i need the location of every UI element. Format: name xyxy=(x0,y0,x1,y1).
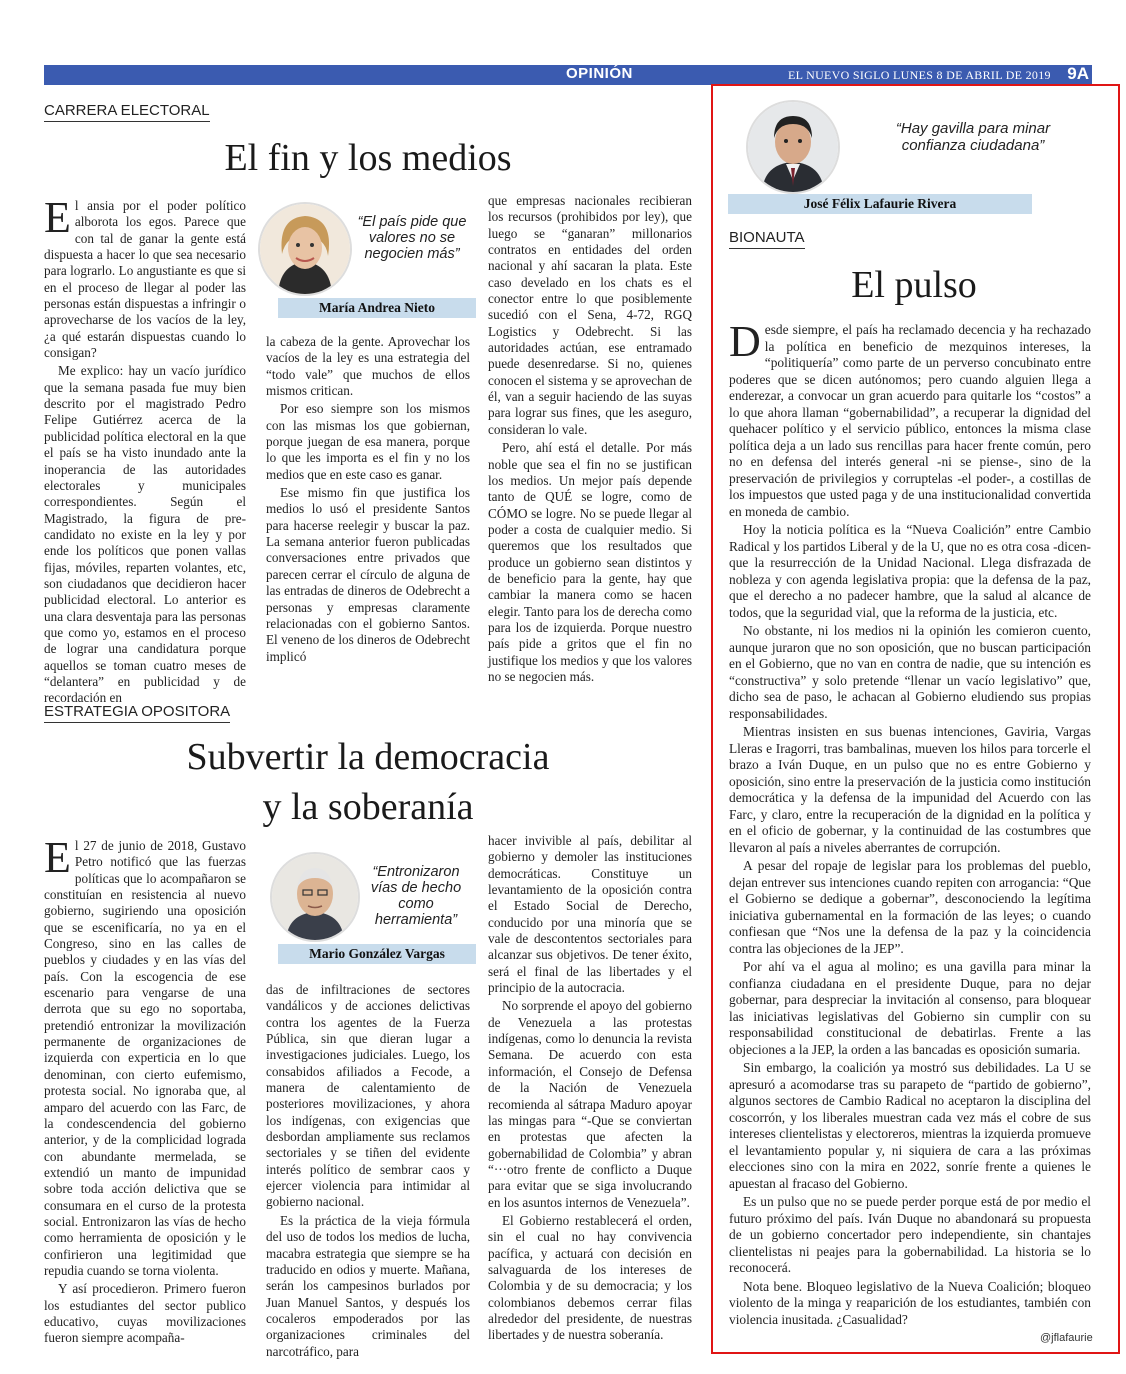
article2-paragraph: Es la práctica de la vieja fórmula del uso de todos los medios de lucha, macabra estrategia que siempre se ha traducido en odios y muerte. Mañana, serán los campesinos burlados por Juan Manuel Santos, y después los cocaleros empoderados por las organizaciones criminales del narcotráfico, para xyxy=(266,1212,470,1359)
article3-dropcap: D xyxy=(729,317,761,366)
article2-headline-line: Subvertir la democracia xyxy=(186,736,550,778)
article1-dropcap: E xyxy=(44,193,71,242)
article2-headline-line: y la soberanía xyxy=(262,786,474,828)
article3-paragraph: Hoy la noticia política es la “Nueva Coalición” entre Cambio Radical y los partidos Liberal y de la U, que no es otra cosa -dicen- que la resurrección de la Unidad Nacional. Llega disfrazada de nobleza y con agenda legislativa propia: que la defensa de la paz, que el derecho a no padecer hambre, que la salud al alcance de todos, que la seguridad vial, que la reforma de la justicia, etc. xyxy=(729,522,1091,620)
author-portrait-icon xyxy=(260,204,350,294)
article2-author-box xyxy=(264,850,476,968)
article1-author-box xyxy=(256,200,476,322)
article2-column-1 xyxy=(44,833,246,1349)
article3-paragraph: A pesar del ropaje de legislar para los problemas del pueblo, dejan entrever sus intenciones cuando repiten con arrogancia: “Que el Gobierno se dedique a gobernar”, desconociendo la legítima iniciativa gubernamental en la formación de las leyes; o cuando confiesan que “Nos une la defensa de la paz y la coincidencia contra las objeciones de la JEP”. xyxy=(729,858,1091,956)
article2-paragraph: El Gobierno restablecerá el orden, sin el cual no hay convivencia pacífica, y actuará con decisión en salvaguarda de los intereses de Colombia y de su democracia; y los colombianos debemos cerrar filas alrededor del presidente, de nuestras libertades y de nuestra soberanía. xyxy=(488,1212,692,1343)
article1-paragraph: l ansia por el poder político alborota los egos. Parece que con tal de ganar la gente está dispuesta a hacer lo que sea necesario para lograrlo. Lo angustiante es que si en el proceso de llegar al poder las personas están dispuestas a infringir o aprovecharse de los vacíos de la ley, ¿a qué estarán dispuestas cuando lo consigan? xyxy=(44,198,246,361)
article1-pull-quote: “El país pide que valores no se negocien más” xyxy=(357,214,467,262)
article3-paragraph: Sin embargo, la coalición ya mostró sus debilidades. La U se apresuró a acomodarse tras su parapeto de “partido de gobierno”, algunos sectores de Cambio Radical no aceptaron la disciplina del coscorrón, y los liberales muestran cada vez más el cobre de sus intereses clientelistas y electoreros, mientras la izquierda promueve el levantamiento popular y, ni siquiera de cara a las próximas elecciones sino con la mira en 2022, sonríe frente a quienes le apuestan al fracaso del Gobierno. xyxy=(729,1060,1091,1191)
article1-paragraph: la cabeza de la gente. Aprovechar los vacíos de la ley es una estrategia del “todo vale” que muchos de ellos mismos critican. xyxy=(266,334,470,399)
article1-paragraph: que empresas nacionales recibieran los recursos (prohibidos por ley), que luego se “ganaran” millonarios contratos en entidades del orden nacional y ahí sacaran la plata. Este caso develado en los chats es el conector entre lo que posiblemente sucedió con el Sena, 4-72, RGQ Logistics y Odebrecht. Si las autoridades actúan, ese entramado puede desenredarse. Si no, quienes conocen el sistema y se aprovechan de él, van a seguir haciendo de las suyas para lograr sus fines, que les aseguro, consideran lo vale. xyxy=(488,193,692,437)
article2-paragraph: No sorprende el apoyo del gobierno de Venezuela a las protestas indígenas, como lo denuncia la revista Semana. De acuerdo con esta información, el Consejo de Defensa de la Nación de Venezuela recomienda al sátrapa Maduro apoyar las mingas para “-Que se conviertan en protestas que afecten la gobernabilidad de Colombia” y abran “···otro frente de conflicto a Duque para evitar que se siga involucrando en los asuntos internos de Venezuela”. xyxy=(488,998,692,1210)
article3-paragraph: No obstante, ni los medios ni la opinión les comieron cuento, aunque juraron que no son oposición, que no buscan participación en el Gobierno, que no van en contra de nadie, que su intención es “constructiva” y solo pretende “llenar un vacío legislativo” que, dicho sea de paso, le achacan al Gobierno eludiendo sus propias responsabilidades. xyxy=(729,623,1091,721)
masthead xyxy=(44,65,1092,85)
author-twitter-handle: @jflafaurie xyxy=(1040,1332,1093,1344)
article2-author-name: Mario González Vargas xyxy=(278,944,476,964)
article1-column-2 xyxy=(266,334,470,667)
page-number: 9A xyxy=(1067,64,1089,83)
article2-dropcap: E xyxy=(44,833,71,882)
article2-column-3 xyxy=(488,833,692,1346)
section-title: OPINIÓN xyxy=(566,65,633,82)
article2-paragraph: l 27 de junio de 2018, Gustavo Petro notificó que las fuerzas políticas que lo acompañaron se constituían en resistencia al nuevo gobierno, sugiriendo una oposición que se escenificaría, no ya en el Congreso, sino en las calles de pueblos y ciudades y en las vías del país. Con la escogencia de ese escenario para vengarse de una derrota que su ego no soportaba, pretendió entronizar la movilización permanente de organizaciones de izquierda con experticia en lo que denominan, con cierto eufemismo, protesta social. No ignoraba que, al amparo del acuerdo con las Farc, de la condescendencia del gobierno anterior, y de la complicidad lograda con abundante mermelada, se extendió un manto de impunidad sobre toda acción delictiva que se consumara en el curso de la protesta social. Entronizaron las vías de hecho como herramienta de oposición y le confirieron una legitimidad que repudia cuando se torna violenta. xyxy=(44,838,246,1278)
article3-paragraph: Es un pulso que no se puede perder porque está de por medio el futuro próximo del país. Iván Duque no abandonará su propuesta de un gobierno concertador pero independiente, sin chantajes clientelistas ni peajes para la gobernabilidad. La historia se lo reconocerá. xyxy=(729,1194,1091,1275)
article3-headline: El pulso xyxy=(851,264,977,306)
article3-kicker: BIONAUTA xyxy=(729,229,805,249)
article2-paragraph: hacer invivible al país, debilitar al gobierno y demoler las instituciones democráticas. Constituye un levantamiento de la oposición contra el Estado Social de Derecho, conducido por una minoría que se vale de descontentos sectoriales para alcanzar sus objetivos. De tener éxito, será el final de las libertades y el principio de la autocracia. xyxy=(488,833,692,996)
author-photo xyxy=(746,100,840,194)
article2-kicker: ESTRATEGIA OPOSITORA xyxy=(44,703,230,723)
article3-paragraph: Mientras insisten en sus buenas intenciones, Gaviria, Vargas Lleras e Iragorri, tras bambalinas, mueven los hilos para torcerle el brazo a Iván Duque, en un pulso que no es entre Gobierno y oposición, sino entre la preservación de la justicia como institución democrática y la defensa de la impunidad del Acuerdo con las Farc, y claro, entre la recuperación de la dignidad en la política y en el oficio de gobernar, y la continuidad de las costumbres que llevaron al país a niveles aberrantes de corrupción. xyxy=(729,724,1091,855)
article3-paragraph: Por ahí va el agua al molino; es una gavilla para minar la confianza ciudadana en el presidente Duque, para no dejar gobernar, para despreciar la invitación al consenso, para bloquear las iniciativas legislativas del Gobierno sin cumplir con su responsabilidad constitucional de debatirlas. Frente a las objeciones a la JEP, la orden a las bancadas es oposición sumaria. xyxy=(729,959,1091,1057)
author-photo xyxy=(270,852,360,942)
article1-paragraph: Pero, ahí está el detalle. Por más noble que sea el fin no se justifican los medios. Un mejor país depende tanto de QUÉ se logre, como de CÓMO se logre. No se puede llegar al poder a costa de cualquier medio. Si queremos que los resultados que produce un gobierno sean distintos y de beneficio para la gente, hay que cambiar la manera como se hacen elegir. Tanto para los de derecha como para los de izquierda. Porque nuestro país pide a gritos que el fin no justifique los medios y que los valores no se negocien más. xyxy=(488,440,692,684)
article2-headline xyxy=(44,732,692,832)
article2-column-2 xyxy=(266,982,470,1362)
author-portrait-icon xyxy=(272,854,358,940)
author-portrait-icon xyxy=(748,102,838,192)
article2-paragraph: Y así procedieron. Primero fueron los estudiantes del sector publico educativo, cuyas movilizaciones fueron siempre acompaña- xyxy=(44,1281,246,1346)
author-photo xyxy=(258,202,352,296)
article2-pull-quote: “Entronizaron vías de hecho como herramienta” xyxy=(370,864,462,928)
article2-paragraph: das de infiltraciones de sectores vandálicos y de acciones delictivas contra los agentes de la Fuerza Pública, sin que dieran lugar a investigaciones judiciales. Luego, los consabidos afiliados a Fecode, a manera de calentamiento de posteriores movilizaciones, y ahora los indígenas, con exigencias que desbordan ampliamente sus reclamos sectoriales y se tiñen del evidente interés político de sembrar caos y ejercer violencia para intimidar al gobierno nacional. xyxy=(266,982,470,1210)
article3-author-box xyxy=(728,98,1106,216)
article1-paragraph: Me explico: hay un vacío jurídico que la semana pasada fue muy bien descrito por el magistrado Pedro Felipe Gutiérrez acerca de la publicidad política electoral en la que el país se ha visto inundado ante la inoperancia de las autoridades electorales y municipales correspondientes. Según el Magistrado, la figura de pre-candidato no existe en la ley y por ende los políticos que ponen vallas fijas, móviles, reparten volantes, etc, son ciudadanos que decidieron hacer publicidad electoral. Lo anterior es una clara desventaja para las personas que como yo, estamos en el proceso de lograr una candidatura porque aquellos se toman cuatro meses de “delantera” en publicidad y de recordación en xyxy=(44,363,246,706)
article3-author-name: José Félix Lafaurie Rivera xyxy=(728,194,1032,214)
article1-author-name: María Andrea Nieto xyxy=(278,298,476,318)
article1-column-3 xyxy=(488,193,692,687)
publication-date: EL NUEVO SIGLO LUNES 8 DE ABRIL DE 2019 xyxy=(788,68,1051,82)
article1-headline: El fin y los medios xyxy=(224,137,512,179)
article3-body xyxy=(729,317,1091,1330)
article3-pull-quote: “Hay gavilla para minar confianza ciudadana” xyxy=(895,120,1051,154)
article1-paragraph: Por eso siempre son los mismos con las mismas los que gobiernan, porque juegan de esa manera, porque lo que les importa es el fin y no los medios que en este caso es ganar. xyxy=(266,401,470,482)
article1-column-1 xyxy=(44,193,246,709)
article1-kicker: CARRERA ELECTORAL xyxy=(44,102,210,122)
article3-paragraph: Nota bene. Bloqueo legislativo de la Nueva Coalición; bloqueo violento de la minga y reaparición de los estudiantes, también con violencia inusitada. ¿Casualidad? xyxy=(729,1278,1091,1327)
article3-paragraph: esde siempre, el país ha reclamado decencia y ha rechazado la política en beneficio de mezquinos intereses, la “politiquería” como parte de un perverso concubinato entre poderes que se dicen autónomos; pero cuando alguien llega a enderezar, a convocar un gran acuerdo para quitarle los “costos” a lo que ahora llaman “gobernabilidad”, a recuperar la dignidad del quehacer político y el servicio público, entonces la misma clase política deja a un lado sus rencillas para hacer frente común, pero no en defensa del interés general -ni se piense-, sino de la preservación de privilegios y corruptelas -el poder-, a costillas de los impuestos que usted paga y de una institucionalidad convertida en moneda de cambio. xyxy=(729,322,1091,519)
article1-paragraph: Ese mismo fin que justifica los medios lo usó el presidente Santos para hacerse reelegir y buscar la paz. La semana anterior fueron publicadas conversaciones entre privados que parecen cerrar el círculo de alguna de las entradas de dineros de Odebrecht a personas y empresas claramente relacionadas con el gobierno Santos. El veneno de los dineros de Odebrecht implicó xyxy=(266,485,470,664)
